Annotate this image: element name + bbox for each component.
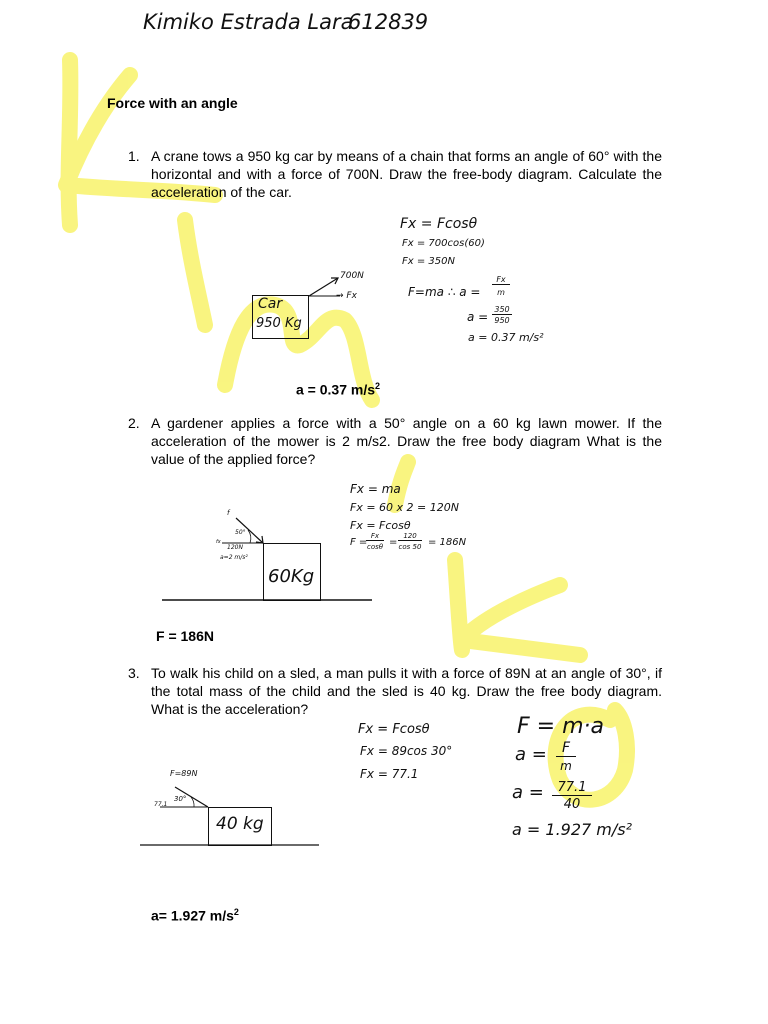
- fraction-numerator: 350: [492, 305, 512, 315]
- work-line: Fx = Fcosθ: [400, 216, 478, 232]
- work-line: Fx = 350N: [402, 256, 455, 267]
- force-label: f: [227, 509, 230, 517]
- work-line: Fx = 77.1: [360, 767, 419, 781]
- work-line: F =: [350, 537, 368, 548]
- force-label: 700N: [340, 271, 364, 281]
- work-line: a = 0.37 m/s²: [468, 331, 544, 344]
- question-number: 3.: [128, 665, 140, 681]
- fraction-numerator: 120: [398, 532, 422, 541]
- fx-tag: fx: [216, 539, 221, 545]
- box-label: 950 Kg: [256, 316, 302, 331]
- fx-label: 120N: [227, 544, 243, 551]
- box-label: 60Kg: [268, 566, 315, 587]
- angle-label: 30°: [174, 795, 187, 803]
- fraction-numerator: F: [556, 740, 576, 757]
- question-number: 1.: [128, 148, 140, 164]
- fraction-denominator: cosθ: [366, 543, 384, 551]
- fraction-denominator: m: [497, 288, 505, 297]
- force-label: F=89N: [170, 769, 198, 778]
- work-line: a = 1.927 m/s²: [512, 820, 632, 839]
- fraction-numerator: Fx: [492, 275, 510, 285]
- question-text: To walk his child on a sled, a man pulls it with a force of 89N at an angle of 30°, if the total mass of the child and the sled is 40 kg. Draw the free body diagram. What is the acceleration?: [151, 665, 662, 718]
- fraction-numerator: 77.1: [552, 780, 592, 796]
- fraction-denominator: m: [560, 759, 572, 773]
- angle-label: 50°: [235, 529, 246, 536]
- box-label: 40 kg: [216, 814, 264, 834]
- question-text: A crane tows a 950 kg car by means of a chain that forms an angle of 60° with the horizontal and with a force of 700N. Draw the free-body diagram. Calculate the acceleration of the car.: [151, 148, 662, 201]
- work-line: a =: [515, 744, 547, 765]
- student-id: 612839: [348, 10, 429, 34]
- work-line: Fx = Fcosθ: [350, 519, 411, 532]
- work-line: F=ma ∴ a =: [408, 285, 481, 299]
- page-title: Force with an angle: [107, 95, 238, 111]
- fx-label: → Fx: [336, 291, 357, 301]
- work-line: Fx = 700cos(60): [402, 238, 485, 249]
- work-line: a =: [467, 310, 489, 324]
- acceleration-label: a=2 m/s²: [220, 554, 248, 561]
- student-name: Kimiko Estrada Lara: [143, 10, 354, 34]
- work-line: a =: [512, 782, 544, 803]
- work-line: Fx = 60 x 2 = 120N: [350, 501, 459, 514]
- answer: F = 186N: [156, 628, 214, 644]
- fx-label: 77.1: [154, 801, 168, 808]
- fraction-numerator: Fx: [366, 532, 384, 541]
- work-line: = 186N: [428, 537, 467, 548]
- answer: a = 0.37 $m/s^2$: [296, 381, 381, 398]
- answer: a= 1.927 $m/s^2$: [151, 907, 239, 924]
- work-line: Fx = Fcosθ: [358, 722, 430, 737]
- work-line: F = m·a: [517, 714, 604, 739]
- work-line: =: [389, 537, 398, 548]
- question-text: A gardener applies a force with a 50° angle on a 60 kg lawn mower. If the acceleration of the mower is 2 m/s2. Draw the free body diagram What is the value of the applied force?: [151, 415, 662, 468]
- box-label: Car: [258, 296, 283, 312]
- fraction-denominator: cos 50: [398, 543, 422, 551]
- work-line: Fx = 89cos 30°: [360, 744, 453, 758]
- fraction-denominator: 40: [563, 797, 581, 812]
- fraction-denominator: 950: [494, 316, 510, 325]
- work-line: Fx = ma: [350, 482, 401, 496]
- question-number: 2.: [128, 415, 140, 431]
